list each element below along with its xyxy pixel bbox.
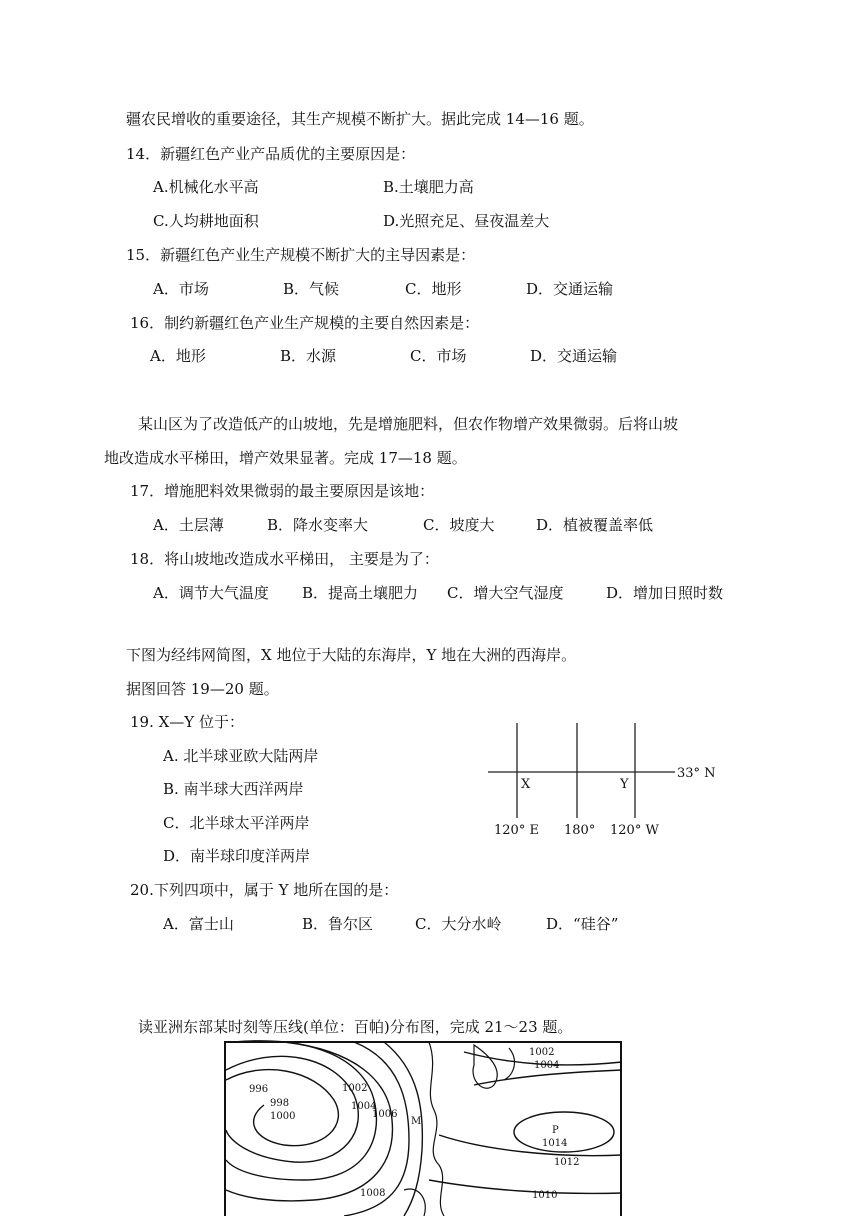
isobar-label: 1004 (351, 1101, 377, 1112)
q16-option-d: D．交通运输 (530, 347, 618, 365)
q17-option-b: B．降水变率大 (267, 516, 369, 534)
q14-option-a: A.机械化水平高 (153, 178, 259, 196)
q15-option-c: C．地形 (405, 280, 462, 298)
latitude-label: 33° N (677, 766, 716, 781)
isobar-label: 1014 (542, 1138, 568, 1149)
q16-option-a: A．地形 (150, 347, 206, 365)
q18-option-d: D．增加日照时数 (606, 584, 724, 602)
isobar-label: 996 (249, 1084, 269, 1095)
graticule-figure (480, 718, 740, 848)
longitude-label-2: 180° (564, 823, 596, 838)
intro-text: 地改造成水平梯田，增产效果显著。完成 17—18 题。 (104, 449, 467, 467)
intro-text: 读亚洲东部某时刻等压线(单位：百帕)分布图，完成 21～23 题。 (138, 1018, 573, 1036)
q17-option-a: A．土层薄 (153, 516, 224, 534)
q16-option-c: C．市场 (410, 347, 467, 365)
question-15-stem: 15．新疆红色产业生产规模不断扩大的主导因素是： (126, 246, 476, 264)
longitude-label-1: 120° E (494, 823, 539, 838)
q20-option-a: A．富士山 (163, 915, 234, 933)
question-18-stem: 18．将山坡地改造成水平梯田， 主要是为了： (130, 550, 439, 568)
q20-option-d: D．“硅谷” (546, 915, 619, 933)
intro-text: 下图为经纬网简图，X 地位于大陆的东海岸，Y 地在大洲的西海岸。 (126, 646, 577, 664)
isobar-label: 1010 (532, 1190, 558, 1201)
q20-option-b: B．鲁尔区 (302, 915, 374, 933)
isobar-label: 1000 (270, 1111, 296, 1122)
isobar-label: 1008 (360, 1188, 386, 1199)
q14-option-b: B.土壤肥力高 (383, 178, 474, 196)
question-19-stem: 19. X—Y 位于： (130, 713, 244, 731)
intro-text: 疆农民增收的重要途径，其生产规模不断扩大。据此完成 14—16 题。 (126, 110, 594, 128)
isobar-label: 998 (270, 1098, 290, 1109)
question-14-stem: 14．新疆红色产业产品质优的主要原因是： (126, 145, 416, 163)
isobar-label: 1004 (534, 1060, 560, 1071)
q20-option-c: C．大分水岭 (415, 915, 502, 933)
q14-option-c: C.人均耕地面积 (153, 212, 259, 230)
q18-option-c: C．增大空气湿度 (447, 584, 564, 602)
q19-option-b: B. 南半球大西洋两岸 (163, 780, 304, 798)
q15-option-a: A．市场 (153, 280, 209, 298)
q18-option-a: A．调节大气温度 (153, 584, 269, 602)
isobar-label: 1006 (372, 1109, 398, 1120)
point-m-label: M (411, 1116, 422, 1127)
question-20-stem: 20.下列四项中，属于 Y 地所在国的是： (130, 881, 399, 899)
point-p-label: P (552, 1125, 559, 1136)
intro-text: 据图回答 19—20 题。 (126, 680, 279, 698)
q14-option-d: D.光照充足、昼夜温差大 (383, 212, 550, 230)
question-16-stem: 16．制约新疆红色产业生产规模的主要自然因素是： (130, 314, 480, 332)
q19-option-d: D．南半球印度洋两岸 (163, 847, 311, 865)
q16-option-b: B．水源 (280, 347, 337, 365)
q19-option-a: A. 北半球亚欧大陆两岸 (163, 747, 319, 765)
isobar-label: 1002 (342, 1083, 368, 1094)
q17-option-d: D．植被覆盖率低 (536, 516, 654, 534)
q17-option-c: C．坡度大 (423, 516, 495, 534)
point-y-label: Y (620, 777, 629, 792)
q15-option-b: B．气候 (283, 280, 340, 298)
longitude-label-3: 120° W (610, 823, 659, 838)
question-17-stem: 17．增施肥料效果微弱的最主要原因是该地： (130, 482, 435, 500)
q18-option-b: B．提高土壤肥力 (302, 584, 419, 602)
isobar-map (224, 1040, 624, 1216)
intro-text: 某山区为了改造低产的山坡地，先是增施肥料，但农作物增产效果微弱。后将山坡 (138, 415, 679, 433)
point-x-label: X (521, 777, 531, 792)
isobar-label: 1002 (529, 1047, 555, 1058)
q15-option-d: D．交通运输 (526, 280, 614, 298)
isobar-label: 1012 (554, 1157, 580, 1168)
q19-option-c: C．北半球太平洋两岸 (163, 814, 310, 832)
